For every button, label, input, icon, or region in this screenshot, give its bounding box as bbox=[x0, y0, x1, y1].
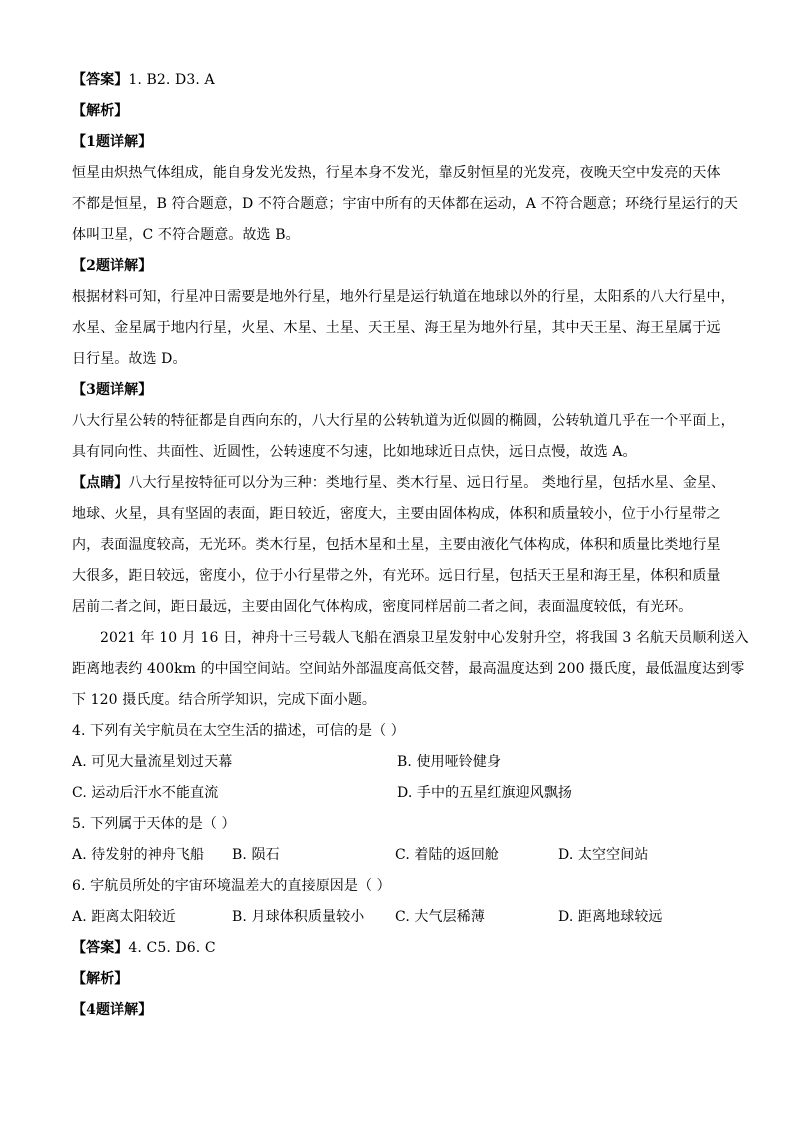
tip-line: 居前二者之间，距日最远，主要由固化气体构成，密度同样居前二者之间，表面温度较低，有光环。 bbox=[72, 599, 693, 615]
q6-stem: 6. 宇航员所处的宇宙环境温差大的直接原因是（ ） bbox=[72, 878, 391, 894]
answer-line-1 bbox=[72, 65, 722, 96]
document-content bbox=[72, 65, 749, 1026]
q2-line: 根据材料可知，行星冲日需要是地外行星，地外行星是运行轨道在地球以外的行星，太阳系的八大行星中， bbox=[72, 289, 735, 305]
passage-line: 下 120 摄氏度。结合所学知识，完成下面小题。 bbox=[72, 692, 377, 708]
q6-option-c: C. 大气层稀薄 bbox=[395, 909, 485, 925]
answer-line-2 bbox=[72, 933, 722, 964]
q5-stem: 5. 下列属于天体的是（ ） bbox=[72, 816, 236, 832]
q4-option-a: A. 可见大量流星划过天幕 bbox=[72, 754, 233, 770]
q3-line: 具有同向性、共面性、近圆性，公转速度不匀速，比如地球近日点快，远日点慢，故选 A。 bbox=[72, 444, 637, 460]
answer-text: 4. C5. D6. C bbox=[128, 940, 216, 956]
q3-detail-heading: 【3题详解】 bbox=[72, 382, 153, 398]
q4-option-d: D. 手中的五星红旗迎风飘扬 bbox=[397, 785, 573, 801]
q5-option-d: D. 太空空间站 bbox=[558, 847, 649, 863]
q4-options-row-2 bbox=[72, 778, 722, 809]
q5-option-c: C. 着陆的返回舱 bbox=[395, 847, 500, 863]
answer-label: 【答案】 bbox=[72, 72, 129, 88]
q5-option-a: A. 待发射的神舟飞船 bbox=[72, 847, 205, 863]
tip-line: 内，表面温度较高，无光环。类木行星，包括木星和土星，主要由液化气体构成，体积和质量比类地行星 bbox=[72, 537, 721, 553]
q2-line: 水星、金星属于地内行星，火星、木星、土星、天王星、海王星为地外行星，其中天王星、海王星属于远 bbox=[72, 320, 721, 336]
q5-option-b: B. 陨石 bbox=[232, 847, 280, 863]
q1-detail-heading: 【1题详解】 bbox=[72, 134, 153, 150]
q6-option-d: D. 距离地球较远 bbox=[558, 909, 663, 925]
q6-option-b: B. 月球体积质量较小 bbox=[232, 909, 365, 925]
q4-stem: 4. 下列有关宇航员在太空生活的描述，可信的是（ ） bbox=[72, 723, 405, 739]
passage-line: 2021 年 10 月 16 日，神舟十三号载人飞船在酒泉卫星发射中心发射升空，将我国 3 名航天员顺利送入 bbox=[100, 630, 749, 646]
passage-line: 距离地表约 400km 的中国空间站。空间站外部温度高低交替，最高温度达到 200 摄氏度，最低温度达到零 bbox=[72, 661, 745, 677]
tip-text: 八大行星按特征可以分为三种：类地行星、类木行星、远日行星。 类地行星，包括水星、金星、 bbox=[128, 475, 726, 491]
q4-detail-heading: 【4题详解】 bbox=[72, 1002, 153, 1018]
q1-line: 恒星由炽热气体组成，能自身发光发热，行星本身不发光，靠反射恒星的光发亮，夜晚天空中发亮的天体 bbox=[72, 165, 721, 181]
q4-option-b: B. 使用哑铃健身 bbox=[397, 754, 502, 770]
q6-options bbox=[72, 902, 722, 933]
answer-label: 【答案】 bbox=[72, 940, 129, 956]
q3-line: 八大行星公转的特征都是自西向东的，八大行星的公转轨道为近似圆的椭圆，公转轨道几乎在一个平面上， bbox=[72, 413, 735, 429]
q4-options-row-1 bbox=[72, 747, 722, 778]
q4-option-c: C. 运动后汗水不能直流 bbox=[72, 785, 219, 801]
answer-text: 1. B2. D3. A bbox=[128, 72, 215, 88]
q2-line: 日行星。故选 D。 bbox=[72, 351, 187, 367]
analysis-heading: 【解析】 bbox=[72, 103, 129, 119]
analysis-heading: 【解析】 bbox=[72, 971, 129, 987]
q1-line: 体叫卫星，C 不符合题意。故选 B。 bbox=[72, 227, 300, 243]
q2-detail-heading: 【2题详解】 bbox=[72, 258, 153, 274]
q5-options bbox=[72, 840, 722, 871]
q1-line: 不都是恒星，B 符合题意，D 不符合题意；宇宙中所有的天体都在运动，A 不符合题意；环绕行星运行的天 bbox=[72, 196, 738, 212]
tip-line-1 bbox=[72, 468, 726, 499]
tip-line: 大很多，距日较远，密度小，位于小行星带之外，有光环。远日行星，包括天王星和海王星，体积和质量 bbox=[72, 568, 721, 584]
q6-option-a: A. 距离太阳较近 bbox=[72, 909, 176, 925]
tip-label: 【点睛】 bbox=[72, 475, 129, 491]
tip-line: 地球、火星，具有坚固的表面，距日较近，密度大，主要由固体构成，体积和质量较小，位于小行星带之 bbox=[72, 506, 721, 522]
